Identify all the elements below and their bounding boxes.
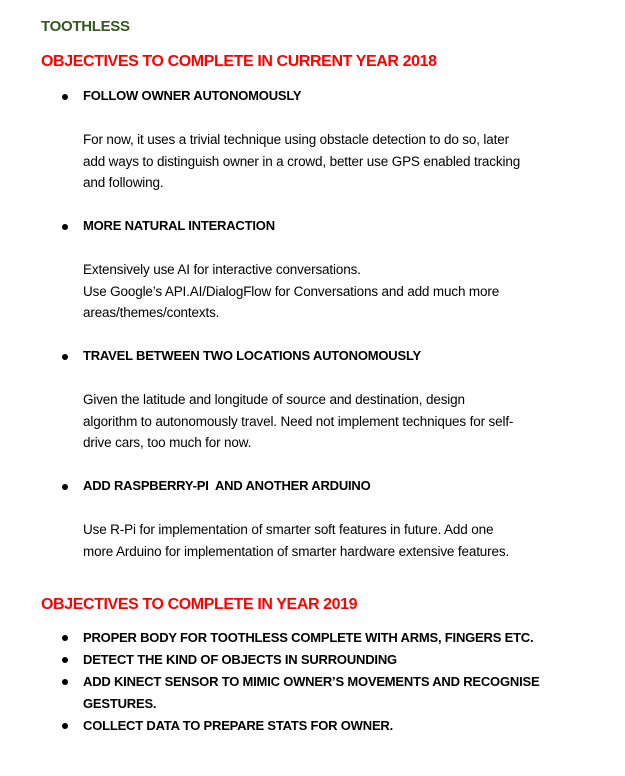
- section-heading-2018: OBJECTIVES TO COMPLETE IN CURRENT YEAR 2018: [41, 53, 437, 70]
- objective-collect-data: COLLECT DATA TO PREPARE STATS FOR OWNER.: [83, 718, 394, 733]
- bullet-icon: [62, 354, 68, 360]
- bullet-icon: [62, 657, 68, 663]
- objective-line: ADD KINECT SENSOR TO MIMIC OWNER’S MOVEMENTS AND RECOGNISE: [83, 674, 540, 689]
- item-heading-natural-interaction: MORE NATURAL INTERACTION: [83, 218, 275, 233]
- bullet-icon: [62, 635, 68, 641]
- item-heading-raspberry-pi: ADD RASPBERRY-PI AND ANOTHER ARDUINO: [83, 478, 371, 493]
- bullet-icon: [62, 723, 68, 729]
- objective-kinect-sensor: [83, 671, 539, 714]
- objective-line: GESTURES.: [83, 695, 157, 711]
- bullet-icon: [62, 94, 68, 100]
- bullet-icon: [62, 679, 68, 685]
- body-line: Use Google’s API.AI/DialogFlow for Conversations and add much more: [83, 283, 500, 299]
- body-line: Extensively use AI for interactive conversations.: [83, 262, 361, 277]
- item-heading-travel: TRAVEL BETWEEN TWO LOCATIONS AUTONOMOUSLY: [83, 348, 421, 363]
- bullet-icon: [62, 224, 68, 230]
- body-line: algorithm to autonomously travel. Need not implement techniques for self-: [83, 413, 514, 429]
- objective-detect-objects: DETECT THE KIND OF OBJECTS IN SURROUNDING: [83, 652, 397, 667]
- body-line: For now, it uses a trivial technique using obstacle detection to do so, later: [83, 132, 509, 147]
- body-line: add ways to distinguish owner in a crowd, better use GPS enabled tracking: [83, 153, 521, 169]
- body-line: and following.: [83, 175, 164, 190]
- body-line: more Arduino for implementation of smarter hardware extensive features.: [83, 543, 510, 559]
- body-line: areas/themes/contexts.: [83, 305, 220, 320]
- item-body-follow-owner: [83, 129, 603, 194]
- document-title: TOOTHLESS: [41, 18, 130, 35]
- item-heading-follow-owner: FOLLOW OWNER AUTONOMOUSLY: [83, 88, 302, 103]
- bullet-icon: [62, 484, 68, 490]
- item-body-natural-interaction: [83, 259, 603, 324]
- section-heading-2019: OBJECTIVES TO COMPLETE IN YEAR 2019: [41, 596, 358, 613]
- objective-proper-body: PROPER BODY FOR TOOTHLESS COMPLETE WITH ARMS, FINGERS ETC.: [83, 630, 534, 645]
- item-body-travel: [83, 389, 603, 454]
- body-line: Given the latitude and longitude of source and destination, design: [83, 392, 465, 407]
- body-line: drive cars, too much for now.: [83, 435, 252, 450]
- body-line: Use R-Pi for implementation of smarter soft features in future. Add one: [83, 522, 494, 537]
- item-body-raspberry-pi: [83, 519, 603, 562]
